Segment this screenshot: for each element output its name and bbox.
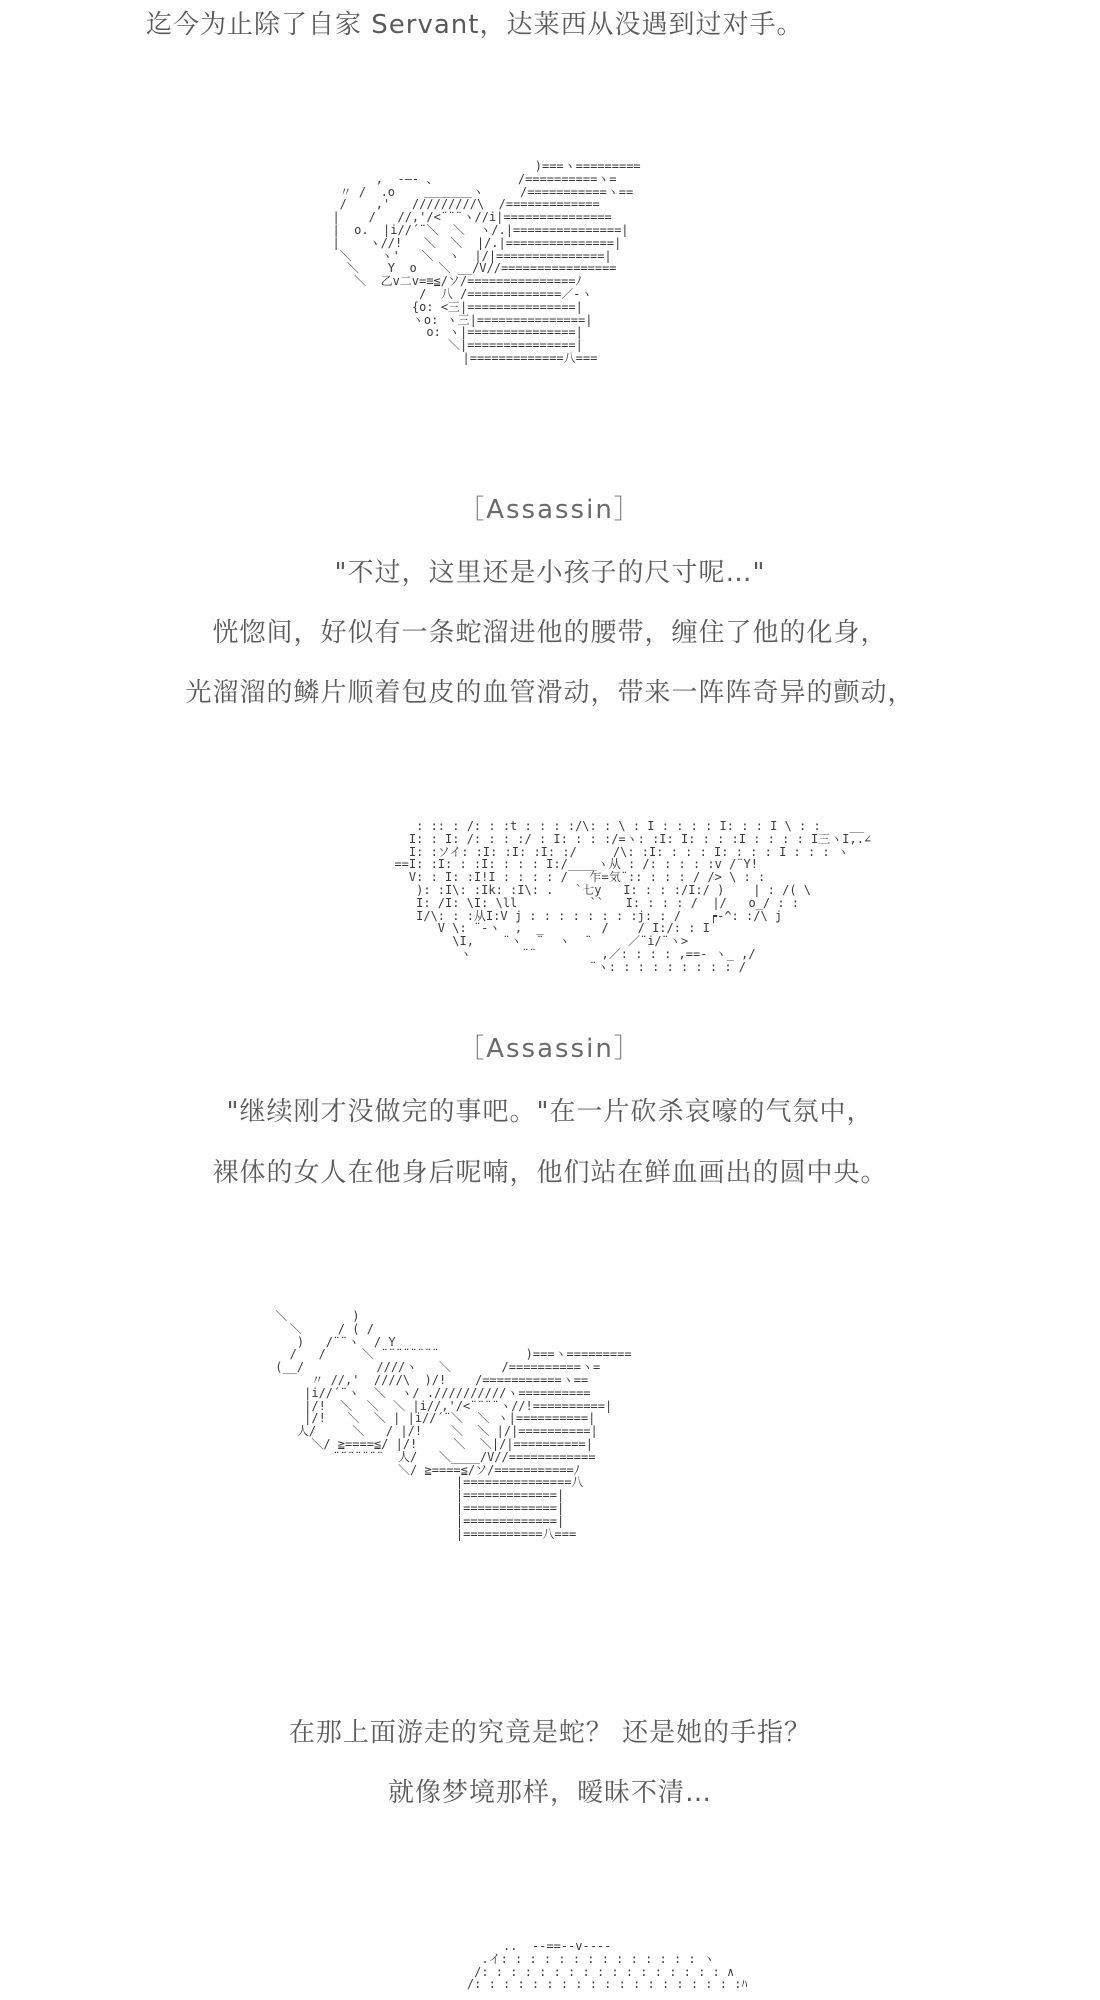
speaker-label: ［Assassin］: [458, 495, 642, 525]
dialogue-line: "继续刚才没做完的事吧。"在一片砍杀哀嚎的气氛中，: [226, 1097, 874, 1127]
ascii-art-assassin-face: : :: : /: : :t : : : :/\: : \ : I : : : : I: : : I \ : : __ I: : I: /: : : :/ : I: : : :/=ヽ: :I: I: : : :I : : : : I三ヽI,.∠ I: :ソイ: :I: :I: :I: :/ /\: :I: : : : I: : : : I : : : ヽ ==I: :I: : :I: : : : I:/____ヽ从 : /: : : : :v /¨Y! V: : I: :I!I : : : : / 乍=気¨:: : : : / /> \ : : ): :I\: :Ik: :I\: . `七y I: : : :/I:/ ) | : /( \ I: /I: \I: \ll `` I: : : : / |/ o_/ : : I/\: : :从I:V j : : : : : : : :j: : / ┍‐^: :/\ j V \: ¨-ヽ , _ / / I:/: : I \I, ¨ヽ ¨ ヽ ¨ ／¨i/¨ヽ> ヽ ¨¨ ,／: : : : ,==‐ ヽ_ ,/ ¨ヽ: : : : : : : : : /: [394, 819, 872, 974]
ascii-art-embrace: ＼ ) ＼ / ( / ) /¨¨ヽ / Y / / ＼ ¨¨¨¨¨¨¨¨ )===ヽ========= (__/ ////ヽ ＼ /==========ヽ= 〃 //,' ////\ )/! /===========ヽ== |i//´¨ヽ ＼ ヽ/ .//////////ヽ========== |/! ＼ ＼ ＼ |i//,'/<¨¨¨¨ヽ//!==========| |/! ＼ ＼ | |i//´¨＼ ＼ ヽ|==========| 人/ ＼ / |/! ＼ ＼ |/|==========| ＼/ ≧====≦/ |/! ＼ ＼|/|==========| ¨¨¨¨¨¨¨ 人/ ＼____/V//============ ＼/ ≧====≦/ソ/===========ﾉ |===============八 |=============| |=============| |=============| |===========八===: [275, 1309, 632, 1541]
narration-line: 裸体的女人在他身后呢喃，他们站在鲜血画出的圆中央。: [212, 1158, 888, 1188]
narration-line: 就像梦境那样，暧昧不清…: [387, 1778, 712, 1808]
dialogue-line: "不过，这里还是小孩子的尺寸呢…": [334, 558, 766, 588]
narration-line: 光溜溜的鳞片顺着包皮的血管滑动，带来一阵阵奇异的颤动，: [185, 678, 915, 708]
ascii-art-serpent-woman: )===ヽ========= , -―- 、 /==========ヽ= 〃 / .o ＿＿＿＿ヽ /===========ヽ== / ,' /////////\ /============= | / //,'/<¨¨¨ヽ//i|=============== | o. |i//´¨＼ ＼ ヽ/.|===============| | ヽ//! ＼ ＼ |/.|===============| ＼ ヽ' ＼ ヽ |/|===============| ＼ Y o ＼ __/V//================ ＼ 乙v二v=≡≦/ソ/===============ﾉ / 八 /=============／-ヽ {o: <三|===============| ヽo: ヽ三|===============| o: ヽ|===============| ＼|===============| |=============八===: [332, 159, 641, 365]
narration-line: 恍惚间，好似有一条蛇溜进他的腰带，缠住了他的化身，: [212, 618, 888, 648]
ascii-art-partial: .. ‐‐==‐‐v‐‐-‐ .イ: : : : : : : : : : : : : : ヽ /: : : : : : : : : : : : : : : : : ∧ /: : : : : : : : : : : : : : : : : : :ﾊ: [466, 1939, 748, 1992]
speaker-label: ［Assassin］: [458, 1034, 642, 1064]
narration-line: 迄今为止除了自家 Servant，达莱西从没遇到过对手。: [146, 10, 804, 40]
narration-line: 在那上面游走的究竟是蛇？ 还是她的手指？: [288, 1718, 812, 1748]
